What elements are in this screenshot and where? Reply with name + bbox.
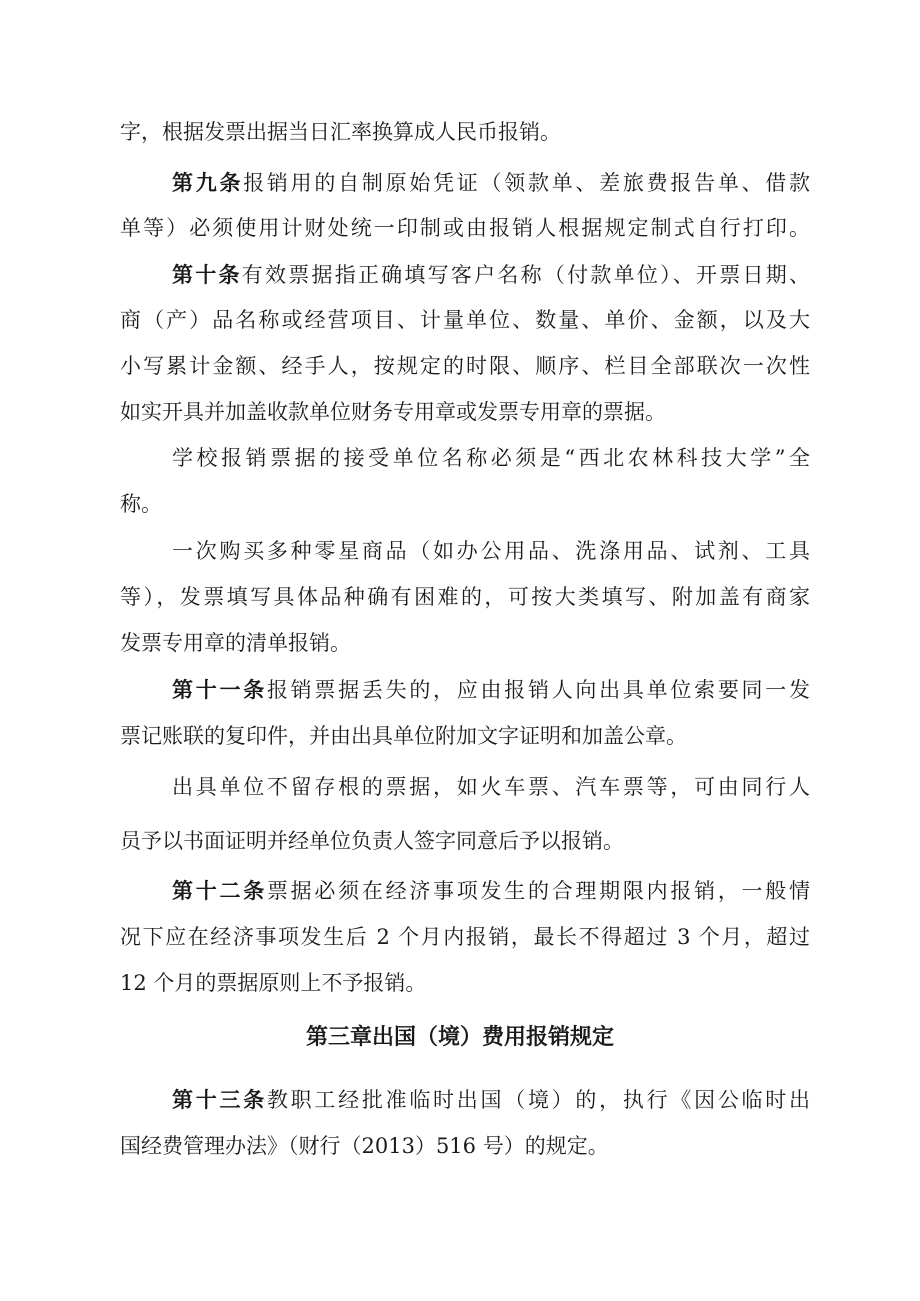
text-line: 小写累计金额、经手人，按规定的时限、顺序、栏目全部联次一次性: [120, 354, 810, 378]
article-text: 报销票据丢失的，应由报销人向出具单位索要同一发: [266, 678, 811, 702]
text-line: 单等）必须使用计财处统一印制或由报销人根据规定制式自行打印。: [120, 216, 810, 240]
article-title: 第十一条: [172, 678, 267, 702]
text-line: [172, 1085, 810, 1115]
text-line: 一次购买多种零星商品（如办公用品、洗涤用品、试剂、工具: [172, 539, 810, 563]
text-line: 12 个月的票据原则上不予报销。: [120, 971, 427, 995]
text-line: 商（产）品名称或经营项目、计量单位、数量、单价、金额，以及大: [120, 308, 810, 332]
text-line: 如实开具并加盖收款单位财务专用章或发票专用章的票据。: [120, 400, 666, 424]
text-line: 字，根据发票出据当日汇率换算成人民币报销。: [120, 120, 561, 144]
article-title: 第十二条: [172, 879, 267, 903]
text-line: 员予以书面证明并经单位负责人签字同意后予以报销。: [120, 829, 624, 853]
text-line: [172, 260, 810, 290]
text-line: 发票专用章的清单报销。: [120, 631, 351, 655]
text-line: 出具单位不留存根的票据，如火车票、汽车票等，可由同行人: [172, 775, 810, 799]
text-line: 票记账联的复印件，并由出具单位附加文字证明和加盖公章。: [120, 724, 687, 748]
text-line: 学校报销票据的接受单位名称必须是“西北农林科技大学”全: [172, 446, 810, 470]
article-text: 有效票据指正确填写客户名称（付款单位）、开票日期、: [241, 263, 811, 287]
article-title: 第十三条: [172, 1088, 267, 1112]
article-title: 第十条: [172, 263, 242, 287]
article-title: 第九条: [172, 171, 244, 195]
text-line: [172, 876, 810, 906]
text-line: [172, 675, 810, 705]
chapter-heading: 第三章出国（境）费用报销规定: [305, 1025, 614, 1050]
text-line: 国经费管理办法》（财行（2013）516 号）的规定。: [120, 1134, 609, 1158]
text-line: 况下应在经济事项发生后 2 个月内报销，最长不得超过 3 个月，超过: [120, 925, 810, 949]
article-text: 票据必须在经济事项发生的合理期限内报销，一般情: [266, 879, 811, 903]
text-line: [172, 168, 810, 198]
article-text: 教职工经批准临时出国（境）的，执行《因公临时出: [266, 1088, 811, 1112]
text-line: 等），发票填写具体品种确有困难的，可按大类填写、附加盖有商家: [120, 585, 810, 609]
article-text: 报销用的自制原始凭证（领款单、差旅费报告单、借款: [243, 171, 811, 195]
text-line: 称。: [120, 492, 162, 516]
